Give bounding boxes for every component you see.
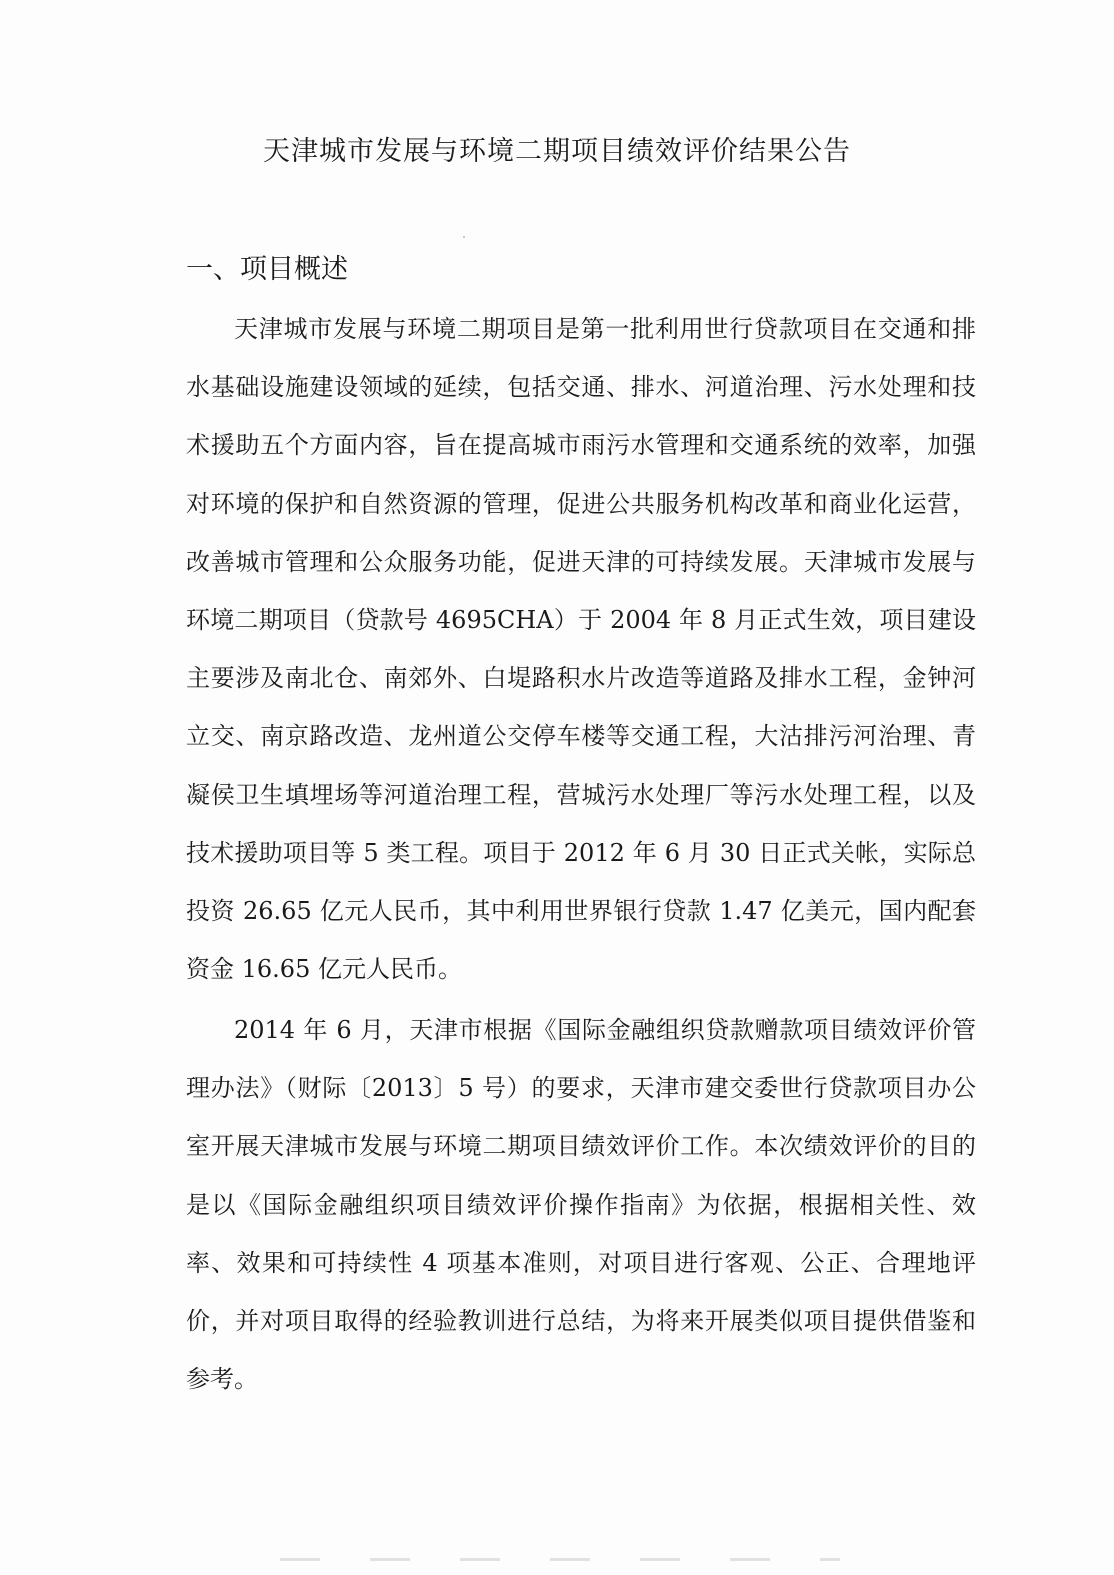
paragraph-evaluation: 2014 年 6 月，天津市根据《国际金融组织贷款赠款项目绩效评价管理办法》（财际〔2013〕5 号）的要求，天津市建交委世行贷款项目办公室开展天津城市发展与环境二期项目绩效评价工作。本次绩效评价的目的是以《国际金融组织项目绩效评价操作指南》为依据，根据相关性、效率、效果和可持续性 4 项基本准则，对项目进行客观、公正、合理地评价，并对项目取得的经验教训进行总结，为将来开展类似项目提供借鉴和参考。 [186,1016,976,1394]
document-title: 天津城市发展与环境二期项目绩效评价结果公告 [263,136,851,167]
scan-speck [463,236,465,238]
scan-edge-marks [280,1558,840,1561]
section-heading: 一、项目概述 [186,254,348,285]
paragraph-overview: 天津城市发展与环境二期项目是第一批利用世行贷款项目在交通和排水基础设施建设领域的延续，包括交通、排水、河道治理、污水处理和技术援助五个方面内容，旨在提高城市雨污水管理和交通系统的效率，加强对环境的保护和自然资源的管理，促进公共服务机构改革和商业化运营，改善城市管理和公众服务功能，促进天津的可持续发展。天津城市发展与环境二期项目（贷款号 4695CHA）于 2004 年 8 月正式生效，项目建设主要涉及南北仓、南郊外、白堤路积水片改造等道路及排水工程，金钟河立交、南京路改造、龙州道公交停车楼等交通工程，大沽排污河治理、青凝侯卫生填埋场等河道治理工程，营城污水处理厂等污水处理工程，以及技术援助项目等 5 类工程。项目于 2012 年 6 月 30 日正式关帐，实际总投资 26.65 亿元人民币，其中利用世界银行贷款 1.47 亿美元，国内配套资金 16.65 亿元人民币。 [186,315,976,984]
